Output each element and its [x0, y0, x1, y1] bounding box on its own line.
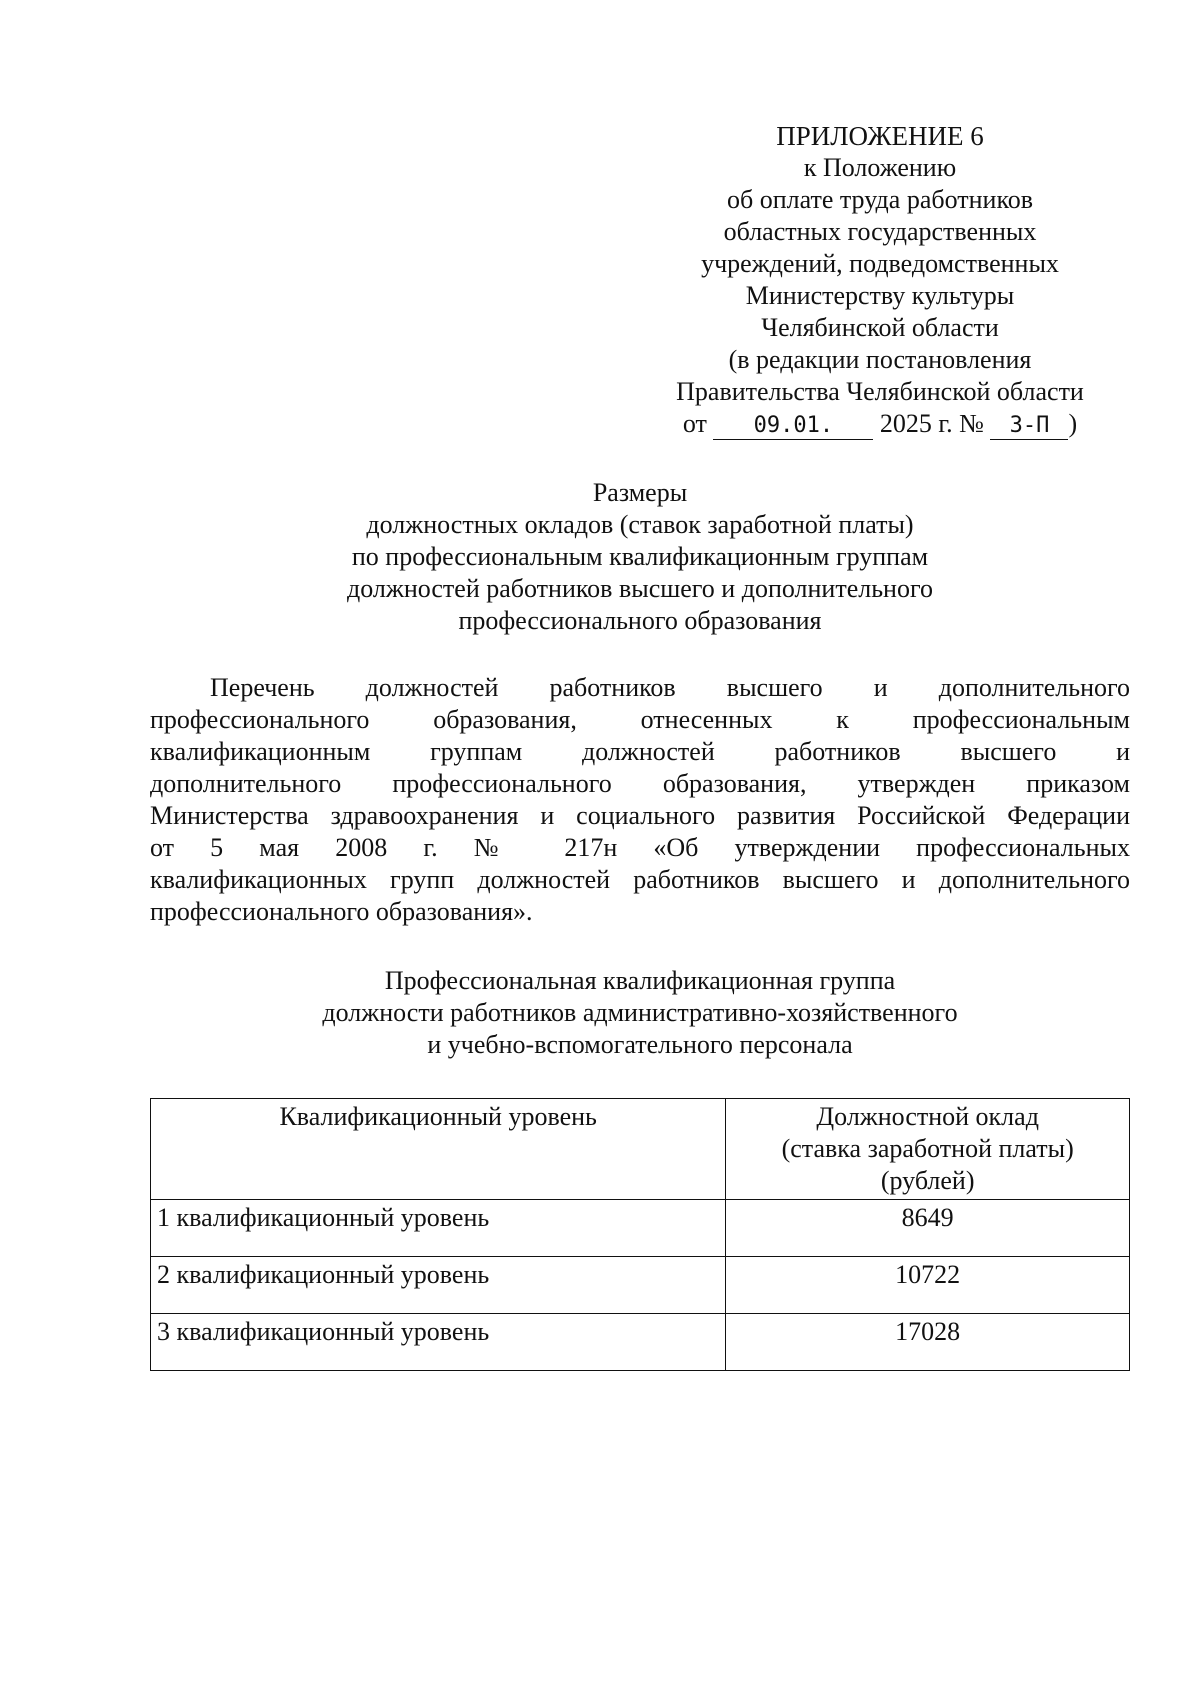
close-paren: ) — [1068, 409, 1078, 438]
group-heading-line: должности работников административно-хозяйственного — [322, 998, 958, 1027]
header-salary-line: (ставка заработной платы) — [781, 1134, 1074, 1163]
salary-cell: 17028 — [726, 1314, 1130, 1371]
table-header-row — [151, 1099, 1130, 1200]
heading-line: Размеры — [592, 478, 688, 507]
document-heading — [150, 477, 1130, 637]
header-salary-line: Должностной оклад — [816, 1102, 1039, 1131]
paragraph-line: квалификационным группам должностей работников высшего и — [150, 737, 1130, 766]
appendix-line: (в редакции постановления — [728, 345, 1032, 374]
appendix-line: областных государственных — [723, 217, 1037, 246]
salary-cell: 10722 — [726, 1257, 1130, 1314]
paragraph-line: профессионального образования». — [150, 897, 533, 926]
appendix-line: Министерству культуры — [745, 281, 1015, 310]
level-cell: 1 квалификационный уровень — [151, 1200, 726, 1257]
group-heading-line: Профессиональная квалификационная группа — [384, 966, 896, 995]
group-heading-line: и учебно-вспомогательного персонала — [427, 1030, 853, 1059]
level-cell: 2 квалификационный уровень — [151, 1257, 726, 1314]
level-cell: 3 квалификационный уровень — [151, 1314, 726, 1371]
table-row — [151, 1200, 1130, 1257]
appendix-line: к Положению — [803, 153, 957, 182]
date-field: 09.01. — [713, 413, 873, 440]
paragraph-line: Перечень должностей работников высшего и дополнительного — [210, 673, 1130, 702]
paragraph-line: профессионального образования, отнесенных к профессиональным — [150, 705, 1130, 734]
appendix-line: Правительства Челябинской области — [676, 377, 1084, 406]
paragraph-line: Министерства здравоохранения и социального развития Российской Федерации — [150, 801, 1130, 830]
appendix-line: об оплате труда работников — [726, 185, 1034, 214]
year-text: 2025 г. № — [879, 409, 984, 438]
resolution-date-line — [620, 408, 1140, 440]
paragraph-line: квалификационных групп должностей работников высшего и дополнительного — [150, 865, 1130, 894]
header-salary-line: (рублей) — [880, 1166, 975, 1195]
group-heading — [150, 965, 1130, 1061]
heading-line: должностей работников высшего и дополнительного — [347, 574, 933, 603]
appendix-line: Челябинской области — [761, 313, 999, 342]
paragraph-line: от 5 мая 2008 г. № 217н «Об утверждении профессиональных — [150, 833, 1130, 862]
table-row — [151, 1257, 1130, 1314]
header-qualification-level: Квалификационный уровень — [151, 1099, 726, 1200]
heading-line: по профессиональным квалификационным группам — [351, 542, 929, 571]
table-row — [151, 1314, 1130, 1371]
heading-line: должностных окладов (ставок заработной платы) — [366, 510, 914, 539]
salary-cell: 8649 — [726, 1200, 1130, 1257]
salary-table — [150, 1098, 1130, 1371]
paragraph-line: дополнительного профессионального образования, утвержден приказом — [150, 769, 1130, 798]
appendix-header — [620, 120, 1140, 440]
heading-line: профессионального образования — [458, 606, 822, 635]
date-prefix: от — [682, 409, 707, 438]
body-paragraph — [150, 672, 1130, 928]
appendix-title: ПРИЛОЖЕНИЕ 6 — [776, 121, 984, 151]
appendix-line: учреждений, подведомственных — [701, 249, 1059, 278]
header-salary — [726, 1099, 1130, 1200]
number-field: 3-П — [990, 413, 1068, 440]
